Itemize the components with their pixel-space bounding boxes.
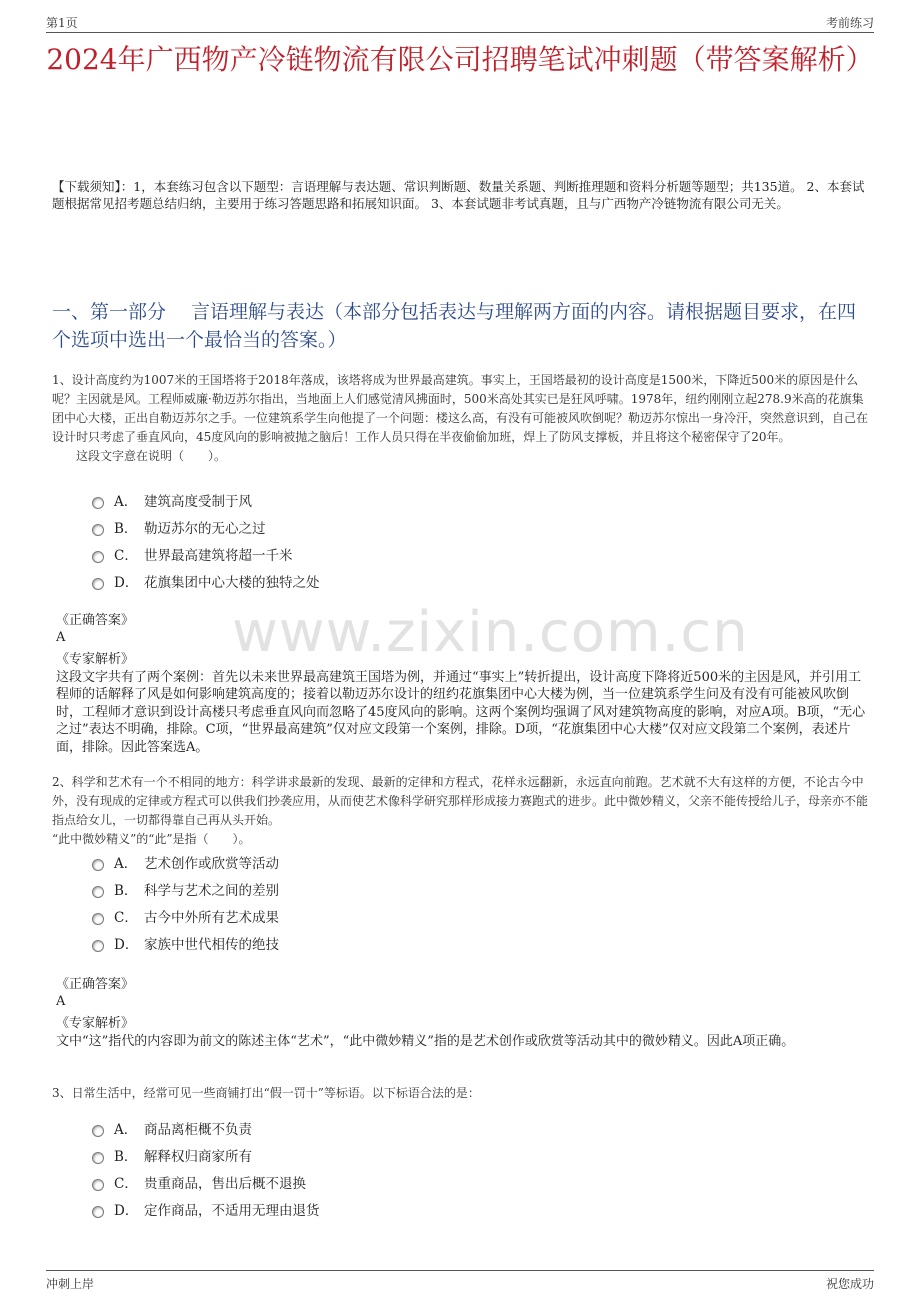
question-text: 2、科学和艺术有一个不相同的地方：科学讲求最新的发现、最新的定律和方程式，花样永远翻新，永远直向前跑。艺术就不大有这样的方便，不论古今中外，没有现成的定律或方程式可以供我们抄袭应用，从而使艺术像科学研究那样形成接力赛跑式的进步。此中微妙精义，父亲不能传授给儿子，母亲亦不能指点给女儿，一切都得靠自己再从头开始。 [52, 775, 869, 827]
option-c[interactable]: C． 古今中外所有艺术成果 [92, 902, 279, 929]
option-b[interactable]: B． 勒迈苏尔的无心之过 [92, 513, 320, 540]
option-a[interactable]: A． 建筑高度受制于风 [92, 486, 320, 513]
option-d[interactable]: D． 花旗集团中心大楼的独特之处 [92, 567, 320, 594]
option-a[interactable]: A． 艺术创作或欣赏等活动 [92, 848, 279, 875]
radio-icon[interactable] [92, 1125, 104, 1137]
download-notice: 【下载须知】：1，本套练习包含以下题型：言语理解与表达题、常识判断题、数量关系题、判断推理题和资料分析题等题型；共135道。 2、本套试题根据常见招考题总结归纳，主要用于练习答题思路和拓展知识面。 3、本套试题非考试真题，且与广西物产冷链物流有限公司无关。 [52, 179, 865, 211]
page-footer [46, 1270, 874, 1297]
analysis-text: 这段文字共有了两个案例：首先以未来世界最高建筑王国塔为例，并通过“事实上”转折提出，设计高度下降将近500米的主因是风，并引用工程师的话解释了风是如何影响建筑高度的；接着以勒迈苏尔设计的纽约花旗集团中心大楼为例，当一位建筑系学生问及有没有可能被风吹倒时，工程师才意识到设计高楼只考虑垂直风向而忽略了45度风向的影响。这两个案例均强调了风对建筑物高度的影响，对应A项。B项，“无心之过”表达不明确，排除。C项，“世界最高建筑”仅对应文段第一个案例，排除。D项，“花旗集团中心大楼”仅对应文段第二个案例，表述片面，排除。因此答案选A。 [56, 669, 866, 755]
page-header [46, 10, 874, 33]
option-c[interactable]: C． 贵重商品，售出后概不退换 [92, 1168, 320, 1195]
answer-block-1 [56, 612, 868, 646]
analysis-label: 《专家解析》 [56, 1016, 135, 1031]
option-d[interactable]: D． 家族中世代相传的绝技 [92, 929, 279, 956]
footer-right: 祝您成功 [825, 1277, 874, 1291]
radio-icon[interactable] [92, 1152, 104, 1164]
analysis-label: 《专家解析》 [56, 652, 135, 667]
question-2-options [92, 848, 279, 956]
section-title: 一、第一部分 言语理解与表达（本部分包括表达与理解两方面的内容。请根据题目要求，在四个选项中选出一个最恰当的答案。） [52, 301, 857, 351]
radio-icon[interactable] [92, 940, 104, 952]
page-number: 第1页 [46, 16, 78, 30]
radio-icon[interactable] [92, 1179, 104, 1191]
option-c[interactable]: C． 世界最高建筑将超一千米 [92, 540, 320, 567]
analysis-block-1 [56, 651, 868, 756]
question-3 [52, 1084, 868, 1103]
option-b[interactable]: B． 解释权归商家所有 [92, 1141, 320, 1168]
watermark: www.zixin.com.cn [232, 600, 749, 665]
option-b[interactable]: B． 科学与艺术之间的差别 [92, 875, 279, 902]
radio-icon[interactable] [92, 913, 104, 925]
option-a[interactable]: A． 商品离柜概不负责 [92, 1114, 320, 1141]
document-title: 2024年广西物产冷链物流有限公司招聘笔试冲刺题（带答案解析） [46, 43, 874, 76]
analysis-block-2 [56, 1015, 868, 1050]
footer-left: 冲刺上岸 [46, 1277, 95, 1291]
question-1-options [92, 486, 320, 594]
answer-block-2 [56, 976, 868, 1010]
question-2 [52, 773, 868, 849]
question-text: 3、日常生活中，经常可见一些商铺打出“假一罚十”等标语。以下标语合法的是： [52, 1086, 480, 1100]
answer-value: A [56, 994, 66, 1009]
option-d[interactable]: D． 定作商品，不适用无理由退货 [92, 1195, 320, 1222]
radio-icon[interactable] [92, 886, 104, 898]
answer-label: 《正确答案》 [56, 613, 135, 628]
radio-icon[interactable] [92, 1206, 104, 1218]
question-stem: 这段文字意在说明（ ）。 [76, 449, 227, 463]
header-label: 考前练习 [825, 16, 874, 30]
question-text: 1、设计高度约为1007米的王国塔将于2018年落成，该塔将成为世界最高建筑。事实上，王国塔最初的设计高度是1500米，下降近500米的原因是什么呢？主因就是风。工程师威廉·勒迈苏尔指出，当地面上人们感觉清风拂面时，500米高处其实已是狂风呼啸。1978年，纽约刚刚立起278.9米高的花旗集团中心大楼，正出自勒迈苏尔之手。一位建筑系学生向他提了一个问题：楼这么高，有没有可能被风吹倒呢？勒迈苏尔惊出一身冷汗，突然意识到，自己在设计时只考虑了垂直风向，45度风向的影响被抛之脑后！工作人员只得在半夜偷偷加班，焊上了防风支撑板，并且将这个秘密保守了20年。 [52, 373, 869, 444]
radio-icon[interactable] [92, 551, 104, 563]
radio-icon[interactable] [92, 859, 104, 871]
radio-icon[interactable] [92, 578, 104, 590]
answer-value: A [56, 630, 66, 645]
radio-icon[interactable] [92, 524, 104, 536]
radio-icon[interactable] [92, 497, 104, 509]
answer-label: 《正确答案》 [56, 977, 135, 992]
question-3-options [92, 1114, 320, 1222]
question-1 [52, 371, 868, 466]
question-stem: “此中微妙精义”的“此”是指（ ）。 [52, 832, 251, 846]
analysis-text: 文中“这”指代的内容即为前文的陈述主体“艺术”，“此中微妙精义”指的是艺术创作或欣赏等活动其中的微妙精义。因此A项正确。 [56, 1033, 795, 1049]
